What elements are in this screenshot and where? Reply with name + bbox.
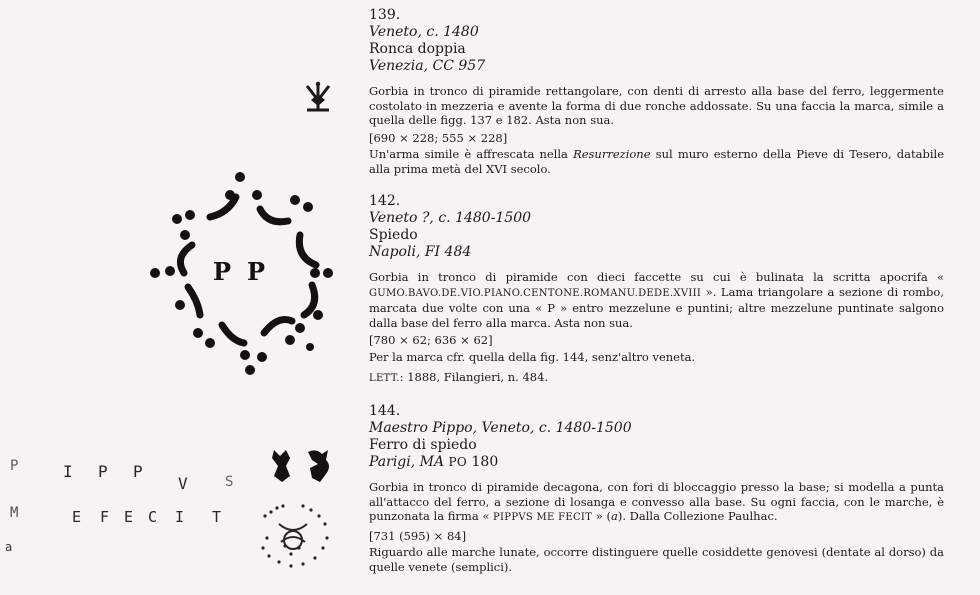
inscription-letter: S: [225, 474, 234, 490]
entry-142: [369, 193, 944, 387]
inscription-letter: P: [133, 462, 143, 481]
inscription-letter: F: [100, 508, 110, 526]
entry-description: [369, 480, 944, 526]
inscription-text: GUMO.BAVO.DE.VIO.PIANO.CENTONE.ROMANU.DEDE.XVIII: [369, 287, 702, 299]
entry-note: Riguardo alle marche lunate, occorre distinguere quelle cosiddette genovesi (dentate al dorso) da quelle venete (semplici).: [369, 545, 944, 574]
entry-dimensions: [690 × 228; 555 × 228]: [369, 130, 508, 145]
signature-text: PIPPVS ME FECIT: [493, 512, 593, 523]
collection-code: PO: [448, 455, 468, 469]
figure-ref: a: [611, 509, 618, 523]
mark-letter: P: [247, 257, 266, 286]
entry-object: Ferro di spiedo: [369, 437, 477, 453]
literature-text: : 1888, Filangieri, n. 484.: [399, 370, 549, 384]
inscription-letter: E: [72, 508, 82, 526]
note-text: Un'arma simile è affrescata nella: [369, 147, 574, 161]
entry-description: Gorbia in tronco di piramide rettangolare, con denti di arresto alla base del ferro, leggermente costolato in mezzeria e avente la forma di due ronche addossate. Su una faccia la marca, simile a quella delle figg. 137 e 182. Asta non sua.: [369, 84, 944, 127]
inscription-letter: P: [98, 462, 108, 481]
inscription-letter: I: [175, 508, 185, 526]
entry-attribution: Veneto, c. 1480: [369, 24, 479, 40]
note-text: sul muro esterno della Pieve di Tesero, databile alla prima metà del XVI secolo.: [369, 147, 944, 176]
entry-dimensions: [780 × 62; 636 × 62]: [369, 333, 493, 347]
description-text: Gorbia in tronco di piramide con dieci faccette su cui è bulinata la scritta apocrifa «: [369, 270, 944, 284]
inscription-letter: P: [10, 458, 19, 474]
entry-144: [369, 403, 944, 574]
inscription-letter: V: [178, 474, 188, 493]
entry-object: Spiedo: [369, 227, 418, 243]
entry-dimensions: [731 (595) × 84]: [369, 528, 467, 543]
description-text: ». Lama triangolare a sezione di rombo, marcata due volte con una « P » entro mezzelune e puntini; altre mezzelune puntinate salgono dalla base del ferro alla marca. Asta non sua.: [369, 284, 944, 330]
description-text: Gorbia in tronco di piramide decagona, con fori di bloccaggio presso la base; si modella a punta all'attacco del ferro, a sezione di losanga e convesso alla base. Su ogni faccia, con le marche, è punzonata la firma «: [369, 480, 944, 523]
mark-139-icon: [303, 80, 333, 116]
mark-142-icon: [140, 165, 355, 385]
entry-collection: Venezia, CC 957: [369, 58, 486, 74]
inscription-letter: T: [212, 508, 222, 526]
entry-number: 142.: [369, 193, 401, 209]
inscription-letter: M: [10, 505, 19, 521]
inscription-letter: I: [63, 462, 73, 481]
description-text: » (: [592, 509, 611, 523]
collection-text: Parigi, MA: [369, 454, 449, 470]
mark-144-crescent-icon: [255, 498, 335, 573]
figure-label: a: [5, 540, 13, 554]
entry-note: [369, 147, 944, 176]
mark-letter: P: [213, 257, 232, 286]
inscription-letter: E: [124, 508, 134, 526]
entry-attribution: Veneto ?, c. 1480-1500: [369, 210, 532, 226]
inscription-letter: C: [148, 508, 158, 526]
entry-note: Per la marca cfr. quella della fig. 144, senz'altro veneta.: [369, 349, 696, 364]
entry-attribution: Maestro Pippo, Veneto, c. 1480-1500: [369, 420, 632, 436]
description-text: ). Dalla Collezione Paulhac.: [617, 509, 778, 523]
entry-literature: [369, 370, 944, 387]
entry-collection: [369, 454, 944, 471]
entry-139: [369, 7, 944, 176]
entry-description: [369, 270, 944, 330]
mark-144-emblem-icon: [268, 446, 338, 486]
literature-label: LETT.: [369, 373, 400, 384]
collection-number: 180: [467, 454, 499, 470]
entry-collection: Napoli, FI 484: [369, 244, 472, 260]
entry-number: 139.: [369, 7, 401, 23]
note-italic: Resurrezione: [573, 147, 651, 161]
entry-object: Ronca doppia: [369, 41, 466, 57]
entry-number: 144.: [369, 403, 401, 419]
